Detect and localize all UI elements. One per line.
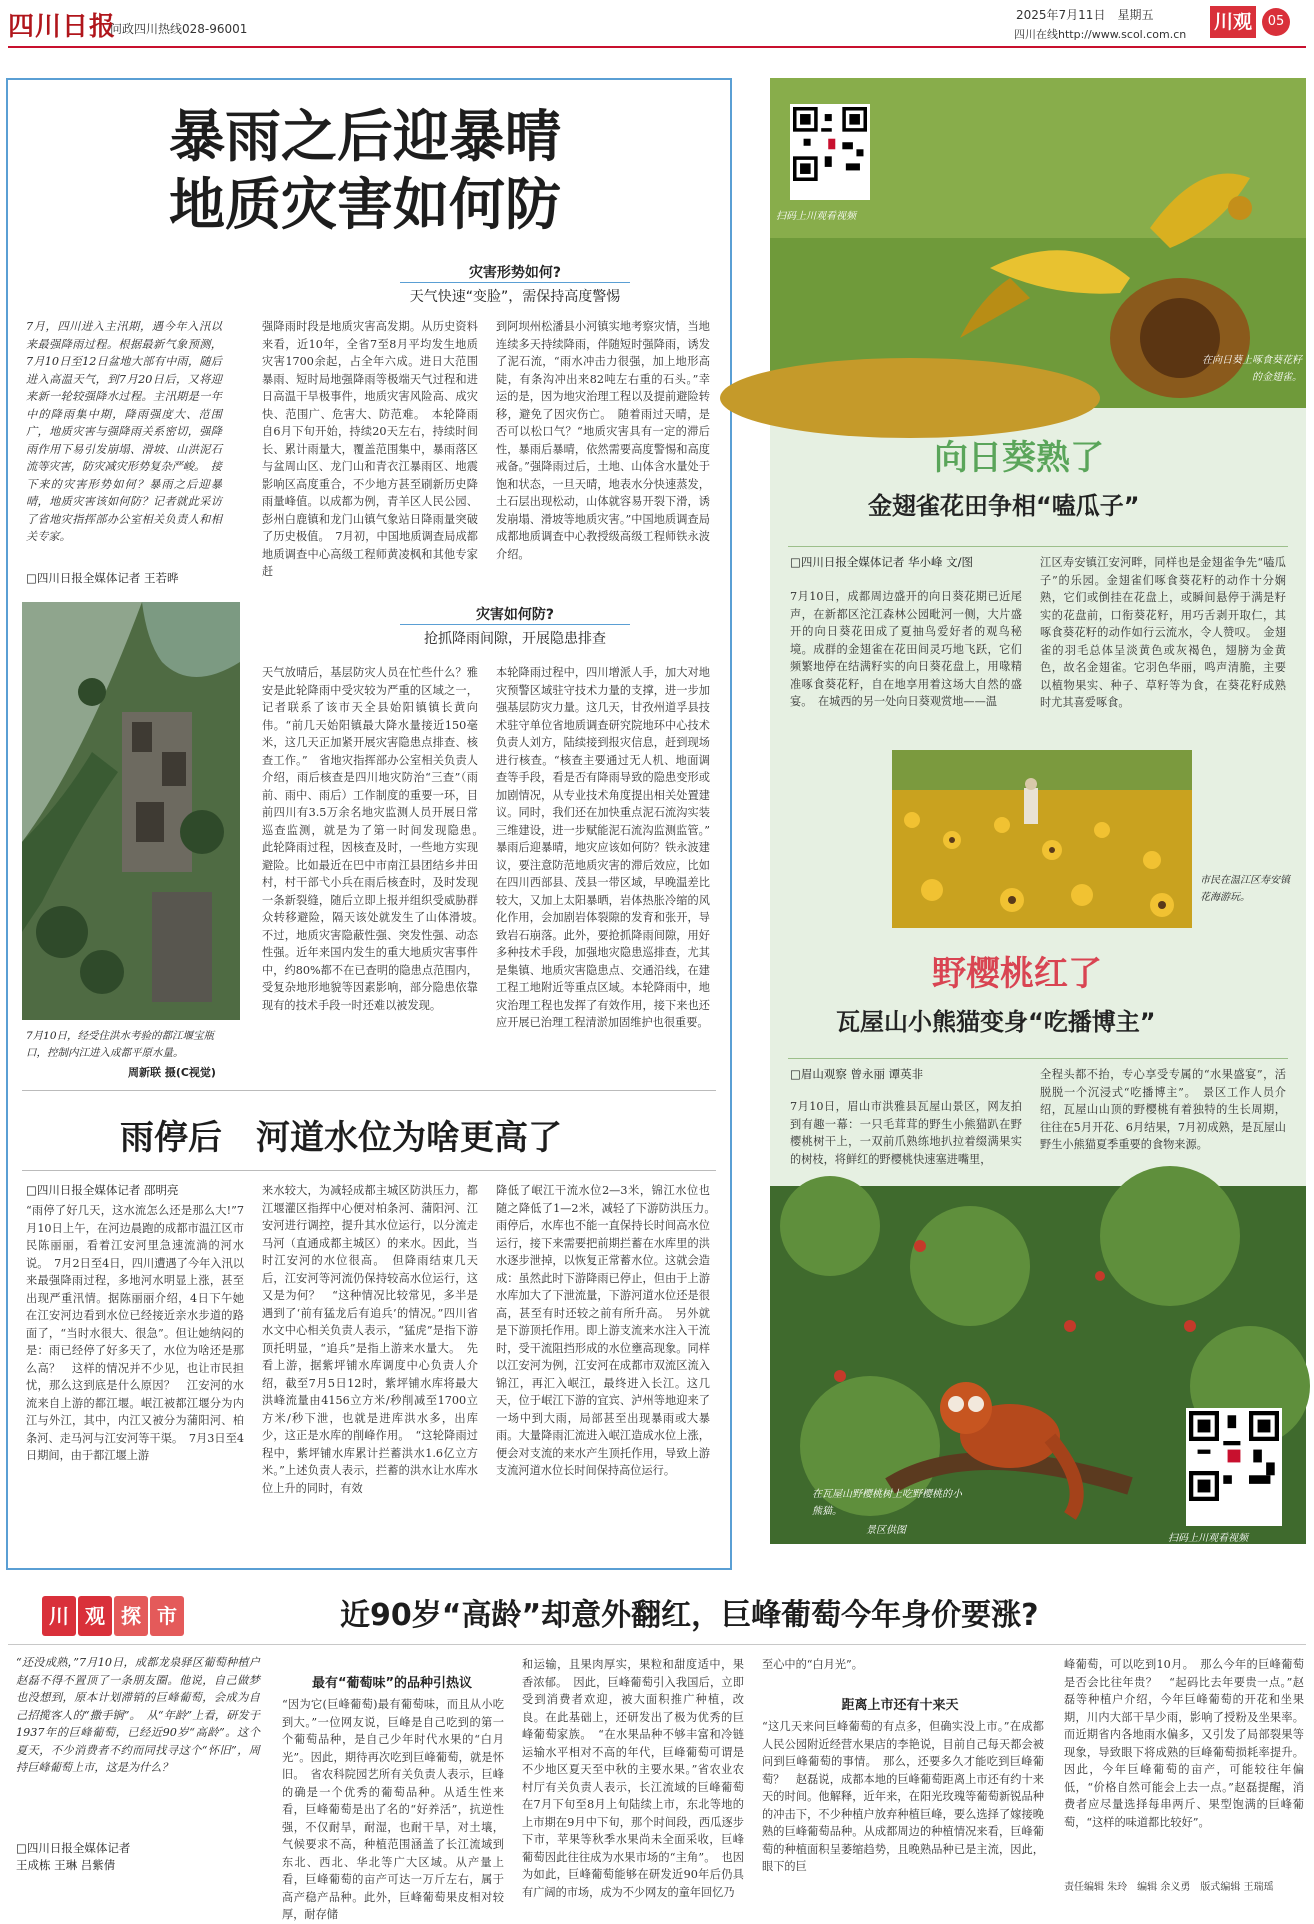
red-panda-caption: 在瓦屋山野樱桃树上吃野樱桃的小熊猫。 <box>812 1489 962 1517</box>
aerial-photo-caption: 7月10日，经受住洪水考验的都江堰宝瓶口，控制内江进入成都平原水量。 <box>26 1030 215 1059</box>
qr-code-2-caption: 扫码上川观看视频 <box>1168 1533 1248 1544</box>
subhead-1-rule <box>400 282 630 283</box>
qr-code-2-pattern <box>1189 1411 1279 1501</box>
section-brand: 川观 <box>1210 6 1256 38</box>
sunflower-subtitle: 金翅雀花田争相“嗑瓜子” <box>868 492 1140 520</box>
second-col2: 来水较大，为减轻成都主城区防洪压力，都江堰灌区指挥中心便对柏条河、蒲阳河、江安河进行调控，提升其水位运行，以分流走马河（直通成都主城区）的来水。因此，当时江安河的水位很高。 但降雨结束几天后，江安河等河流仍保持较高水位运行，这又是为何？ “这种情况比较常见，多半是遇到了‘前有猛龙后有追兵’的情况。”四川省水文中心相关负责人表示，“猛虎”是指下游顶托明显，“追兵”是指上游来水量大。 先看上游，据紫坪铺水库调度中心负责人介绍，截至7月5日12时，紫坪铺水库将最大洪峰流量由4156立方米/秒削减至1700立方米/秒下泄，也就是进库洪水多，出库少，这正是水库的削峰作用。 “这轮降雨过程中，紫坪铺水库累计拦蓄洪水1.6亿立方米。”上述负责人表示，拦蓄的洪水让水库水位上升的同时，有效 <box>262 1184 478 1495</box>
second-headline: 雨停后 河道水位为啥更高了 <box>120 1118 562 1158</box>
cherry-rule <box>788 1058 1288 1059</box>
sunflower-col2: 江区寿安镇江安河畔，同样也是金翅雀争先“嗑瓜子”的乐园。金翅雀们啄食葵花籽的动作十分娴熟，它们或倒挂在花盘上，或瞬间悬停于满是籽实的花盘前，口衔葵花籽，用巧舌剥开取仁，其啄食葵花籽的动作如行云流水，令人赞叹。 金翅雀的羽毛总体呈淡黄色或灰褐色，翅膀为金黄色，故名金翅雀。它羽色华丽，鸣声清脆，主要以植物果实、种子、草籽等为食，在葵花籽成熟时尤其喜爱啄食。 <box>1040 556 1286 709</box>
aerial-river-illustration <box>22 602 240 1020</box>
newspaper-logo: 四川日报 <box>8 12 117 42</box>
subhead-2-answer: 抢抓降雨间隙，开展隐患排查 <box>424 631 606 647</box>
bottom-headline-rule <box>8 1644 1306 1645</box>
bottom-col4: “这几天来问巨峰葡萄的有点多，但确实没上市。”在成都人民公园附近经营水果店的李艳说，目前自己每天都会被问到巨峰葡萄的事情。 那么，还要多久才能吃到巨峰葡萄？ 赵磊说，成都本地的巨峰葡萄距离上市还有约十来天的时间。他解释，近年来，在阳光玫瑰等葡萄新锐品种的冲击下，不少种植户放弃种植巨峰，要么选择了嫁接晚熟的巨峰葡萄品种。从成都周边的种植情况来看，巨峰葡萄的种植面积呈萎缩趋势，且晚熟品种已是主流，因此，眼下的巨 <box>762 1720 1044 1873</box>
bottom-headline: 近90岁“高龄”却意外翻红，巨峰葡萄今年身价要涨? <box>340 1598 1039 1633</box>
subhead-1-question: 灾害形势如何? <box>468 265 562 281</box>
cherry-col2: 全程头都不抬，专心享受专属的“水果盛宴”，活脱脱一个沉浸式“吃播博主”。 景区工作人员介绍，瓦屋山山顶的野樱桃有着独特的生长周期，往往在5月开花、6月结果，7月初成熟，是瓦屋山野生小熊猫夏季重要的食物来源。 <box>1040 1068 1286 1151</box>
sunflower-title: 向日葵熟了 <box>934 438 1104 478</box>
bottom-col4-top: 至心中的“白月光”。 <box>762 1658 863 1671</box>
sunflower-rule <box>788 546 1288 547</box>
editor-credits: 责任编辑 朱玲 编辑 余义勇 版式编辑 王瑞瑶 <box>1064 1882 1274 1893</box>
flower-field-illustration <box>892 750 1192 928</box>
cherry-title: 野樱桃红了 <box>932 954 1102 994</box>
main-col2-top: 强降雨时段是地质灾害高发期。从历史资料来看，近10年，全省7至8月平均发生地质灾害1700余起，占全年六成。进日大范围暴雨、短时局地强降雨等极端天气过程和进日高温干旱极事件，地质灾害风险高、成灾快、范围广、危害大、防范难。 本轮降雨自6月下旬开始，持续20天左右，持续时间长、累计雨量大，覆盖范围集中，暴雨落区与盆周山区、龙门山和青衣江暴雨区、地震影响区高度重合，不少地方甚至刷新历史降雨量峰值。以成都为例，青羊区人民公园、彭州白鹿镇和龙门山镇气象站日降雨量突破了历史极值。 7月初，中国地质调查局成都地质调查中心高级工程师黄凌枫和其他专家赶 <box>262 320 478 578</box>
cherry-subtitle: 瓦屋山小熊猫变身“吃播博主” <box>836 1008 1156 1036</box>
qr-code-1-caption: 扫码上川观看视频 <box>776 211 856 222</box>
aerial-river-photo <box>22 602 240 1020</box>
site-url: 四川在线http://www.scol.com.cn <box>1014 28 1187 41</box>
masthead-rule <box>8 46 1306 48</box>
main-headline-line1: 暴雨之后迎暴晴 <box>169 105 561 170</box>
second-col3: 降低了岷江干流水位2—3米，锦江水位也随之降低了1—2米，减轻了下游防洪压力。 雨停后，水库也不能一直保持长时间高水位运行，接下来需要把前期拦蓄在水库里的洪水逐步泄掉，以恢复正常蓄水位。这就会造成：虽然此时下游降雨已停止，但由于上游水库加大了下泄流量，下游河道水位还是很高，甚至有时还较之前有所升高。 另外就是下游顶托作用。即上游支流来水注入干流时，受干流阻挡形成的水位壅高现象。同样以江安河为例，江安河在成都市双流区流入锦江，再汇入岷江，最终进入长江。这几天，位于岷江下游的宜宾、泸州等地迎来了一场中到大雨，局部甚至出现暴雨或大暴雨。大量降雨汇流进入岷江造成水位上涨，便会对支流的来水产生顶托作用，导致上游支流河道水位长时间保持高位运行。 <box>496 1184 722 1477</box>
tag-char-1: 川 <box>42 1596 76 1636</box>
bottom-col3: 和运输，且果肉厚实，果粒和甜度适中，果香浓郁。 因此，巨峰葡萄引入我国后，立即受到消费者欢迎，被大面积推广种植，改良。在此基础上，还研发出了极为优秀的巨峰葡萄家族。 “在水果品种不够丰富和冷链运输水平相对不高的年代，巨峰葡萄可谓是不少地区夏天至中秋的主要水果。”省农业农村厅有关负责人表示，长江流域的巨峰葡萄在7月下旬至8月上旬陆续上市，东北等地的上市期在9月中下旬，那个时间段，西瓜逐步下市，苹果等秋季水果尚未全面采收，巨峰葡萄因此往往成为水果市场的“主角”。 也因为如此，巨峰葡萄能够在研发近90年后仍具有广阔的市场，成为不少网友的童年回忆乃 <box>522 1658 744 1899</box>
bottom-section-tag <box>42 1596 184 1638</box>
tag-char-3: 探 <box>114 1596 148 1636</box>
qr-code-1[interactable] <box>790 104 870 200</box>
qr-code-1-pattern <box>793 107 867 181</box>
flower-field-caption: 市民在温江区寿安镇花海游玩。 <box>1200 875 1290 903</box>
hotline-text: 问政四川热线028-96001 <box>110 22 248 36</box>
tag-char-2: 观 <box>78 1596 112 1636</box>
cherry-col1: 7月10日，眉山市洪雅县瓦屋山景区，网友拍到有趣一幕：一只毛茸茸的野生小熊猫趴在野樱桃树干上，一双前爪熟练地扒拉着缀满果实的树枝，将鲜红的野樱桃快速塞进嘴里， <box>790 1100 1022 1166</box>
bottom-subhead-2: 距离上市还有十来天 <box>841 1698 959 1713</box>
sunflower-col1: 7月10日，成都周边盛开的向日葵花期已近尾声，在新都区沱江森林公园毗河一侧，大片盛开的向日葵花田成了夏抽鸟爱好者的观鸟秘境。成群的金翅雀在花田间灵巧地飞跃，它们频繁地停在结满籽实的向日葵花盘上，用喙精准啄食葵花籽，自在地享用着这场大自然的盛宴。 在城西的另一处向日葵观赏地——温 <box>790 590 1022 708</box>
qr-code-2[interactable] <box>1186 1408 1282 1526</box>
red-panda-credit: 景区供图 <box>866 1525 906 1536</box>
bottom-byline: □四川日报全媒体记者 王成栋 王琳 吕紫倩 <box>16 1841 131 1872</box>
main-intro: 7月，四川进入主汛期，遇今年入汛以来最强降雨过程。根据最新气象预测，7月10日至12日盆地大部有中雨，随后进入高温天气，到7月20日后，又将迎来新一轮较强降水过程。主汛期是一年中的降雨集中期，降雨强度大、范围广，地质灾害与强降雨关系密切，强降雨作用下易引发崩塌、滑坡、山洪泥石流等灾害，防灾减灾形势复杂严峻。 接下来的灾害形势如何？暴雨之后迎暴晴，地质灾害该如何防？记者就此采访了省地灾指挥部办公室相关负责人和相关专家。 <box>26 320 222 543</box>
subhead-1-answer: 天气快速“变脸”，需保持高度警惕 <box>409 289 621 305</box>
page-number: 05 <box>1262 8 1290 36</box>
main-headline <box>150 104 580 240</box>
bottom-col2: “因为它(巨峰葡萄)最有葡萄味，而且从小吃到大。”一位网友说，巨峰是自己吃到的第一个葡萄品种，是自己少年时代水果的“白月光”。因此，期待再次吃到巨峰葡萄，就是怀旧。 省农科院园艺所有关负责人表示，巨峰的确是一个优秀的葡萄品种。从适生性来看，巨峰葡萄是出了名的“好养活”，抗逆性强，不仅耐旱，耐湿，也耐干旱，对土壤，气候要求不高，种植范围涵盖了长江流域到东北、西北、华北等广大区域。从产量上看，巨峰葡萄的亩产可达一万斤左右，属于高产稳产品种。此外，巨峰葡萄果皮相对较厚，耐存储 <box>282 1698 504 1921</box>
second-headline-rule <box>22 1170 716 1171</box>
main-byline: □四川日报全媒体记者 王若晔 <box>26 571 179 585</box>
aerial-photo-credit: 周新联 摄(C视觉) <box>128 1066 216 1079</box>
main-col3-bottom: 本轮降雨过程中，四川增派人手，加大对地灾预警区域驻守技术力量的支撑，进一步加强基层防灾力量。这几天，甘孜州道孚县技术驻守单位省地质调查研究院地环中心技术负责人刘方，陆续接到报灾信息，赶到现场进行核查。“核查主要通过无人机、地面调查等手段，看是否有降雨导致的隐患变形或加剧情况，从专业技术角度提出相关处置建议。同时，我们还在加快重点泥石流沟实装三维建设，进一步赋能泥石流沟监测监管。” 暴雨后迎暴晴，地灾应该如何防？铁永波建议，要注意防范地质灾害的滞后效应，比如在四川西部县、茂县一带区域，早晚温差比较大，又加上太阳暴晒，岩体热胀冷缩的风化作用，会加剧岩体裂隙的发育和张开，导致岩石崩落。此外，要抢抓降雨间隙，用好多种技术手段，加强地灾隐患巡排查，尤其是集镇、地质灾害隐患点、交通沿线，在建工程工地附近等重点区域。本轮降雨中，地灾治理工程也发挥了有效作用，接下来也还应开展已治理工程清淤加固维护也很重要。 <box>496 666 722 1029</box>
subhead-2-question: 灾害如何防? <box>475 607 555 623</box>
sunflower-byline: □四川日报全媒体记者 华小峰 文/图 <box>790 555 974 569</box>
subhead-2-rule <box>400 624 630 625</box>
second-col1: “雨停了好几天，这水流怎么还是那么大!”7月10日上午，在河边晨跑的成都市温江区市民陈丽丽，看着江安河里急速流淌的河水说。 7月2日至4日，四川遭遇了今年入汛以来最强降雨过程，多地河水明显上涨，甚至出现严重汛情。据陈丽丽介绍，4日下午她在江安河边看到水位已经接近亲水步道的路面了，“当时水很大、很急”。但让她纳闷的是：雨已经停了好多天了，水位为啥还是那么高？ 这样的情况并不少见，也让市民担忧，那么这到底是什么原因？ 江安河的水流来自上游的都江堰。岷江被都江堰分为内江与外江，其中，内江又被分为蒲阳河、柏条河、走马河与江安河等干渠。 7月3日至4日期间，由于都江堰上游 <box>26 1204 244 1462</box>
issue-date: 2025年7月11日 星期五 <box>1016 8 1154 22</box>
story-divider <box>22 1090 716 1091</box>
main-col3-top: 到阿坝州松潘县小河镇实地考察灾情，当地连续多天持续降雨，伴随短时强降雨，诱发了泥石流，“雨水冲击力很强，加上地形高陡，有条沟冲出来82吨左右重的石头。”幸运的是，因为地灾治理工程以及提前避险转移，避免了因灾伤亡。 随着雨过天晴，是否可以松口气？“地质灾害具有一定的滞后性，暴雨后暴晴，依然需要高度警惕和高度戒备。”强降雨过后，土地、山体含水量处于饱和状态，一旦天晴，地表水分快速蒸发，土石层出现松动，山体就容易开裂下滑，诱发崩塌、滑坡等地质灾害。”中国地质调查局成都地质调查中心教授级高级工程师铁永波介绍。 <box>496 320 710 561</box>
bottom-intro: “还没成熟，”7月10日，成都龙泉驿区葡萄种植户赵磊不得不置顶了一条朋友圈。他说，自己做梦也没想到，原本计划滞销的巨峰葡萄，会成为自己招揽客人的“撒手锏”。 从“年龄”上看，研发于1937年的巨峰葡萄，已经近90岁“高龄”。这个夏天，不少消费者不约而同找寻这个“怀旧”，周持巨峰葡萄上市，这是为什么？ <box>16 1656 260 1774</box>
bottom-subhead-1: 最有“葡萄味”的品种引热议 <box>311 1676 473 1691</box>
tag-char-4: 市 <box>150 1596 184 1636</box>
bottom-col5: 峰葡萄，可以吃到10月。 那么今年的巨峰葡萄是否会比往年贵？ “起码比去年要贵一点。”赵磊等种植户介绍，今年巨峰葡萄的开花和坐果期，川内大部干旱少雨，影响了授粉及坐果率。而近期省内各地雨水偏多，又引发了局部裂果等现象，导致眼下将成熟的巨峰葡萄损耗率提升。因此，今年巨峰葡萄的亩产，可能较往年偏低，“价格自然可能会上去一点。”赵磊提醒，消费者应尽量选择每串两斤、果型饱满的巨峰葡萄，“这样的味道都比较好”。 <box>1064 1658 1304 1829</box>
second-byline: □四川日报全媒体记者 邵明亮 <box>26 1183 179 1197</box>
goldfinch-photo-caption: 在向日葵上啄食葵花籽的金翅雀。 <box>1202 355 1302 383</box>
cherry-byline: □眉山观察 曾永丽 谭英非 <box>790 1067 924 1081</box>
main-col2-bottom: 天气放晴后，基层防灾人员在忙些什么？雅安是此轮降雨中受灾较为严重的区域之一，记者联系了该市天全县始阳镇镇长黄向伟。“前几天始阳镇最大降水量接近150毫米，这几天正加紧开展灾害隐患点排查、核查工作。” 省地灾指挥部办公室相关负责人介绍，雨后核查是四川地灾防治“三查”（雨前、雨中、雨后）工作制度的重要一环，目前四川有3.5万余名地灾监测人员开展日常巡查监测，就是为了第一时间发现隐患。 此轮降雨过程，因核查及时，一些地方实现避险。比如最近在巴中市南江县团结乡井田村，村干部弋小兵在雨后核查时，及时发现一条新裂缝，随后立即上报并组织受威胁群众转移避险，隔天该处就发生了山体滑坡。 不过，地质灾害隐蔽性强、突发性强、动态性强。近年来国内发生的重大地质灾害事件中，约80%都不在已查明的隐患点范围内，受复杂地形地貌等因素影响，部分隐患依靠现有的技术手段一时还难以被发现。 <box>262 666 490 1012</box>
main-headline-line2: 地质灾害如何防 <box>169 173 561 238</box>
flower-field-photo <box>892 750 1192 928</box>
